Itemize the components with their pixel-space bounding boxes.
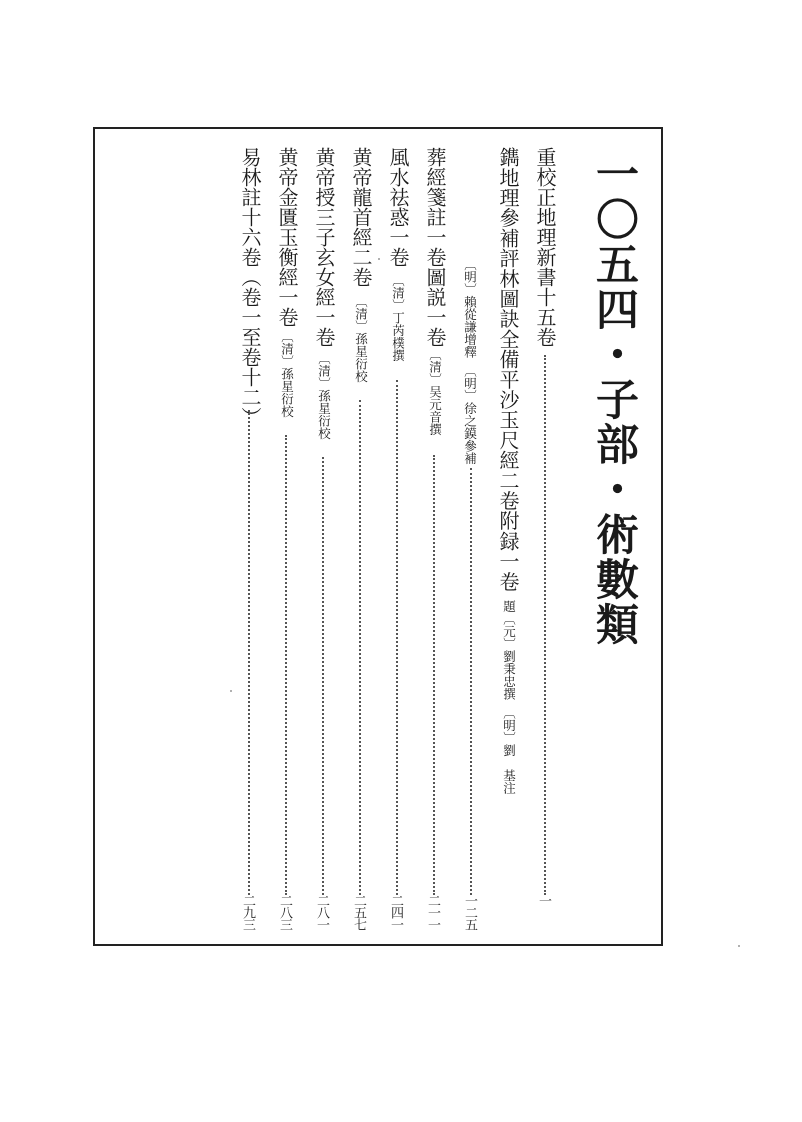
entry-title: 風水祛惑一卷 [386, 147, 410, 267]
page-number: 二四一 [388, 894, 403, 930]
page-frame [93, 127, 663, 946]
leader-dots [248, 410, 250, 895]
entry-annotation: 〔清〕孫星衍校 [353, 295, 369, 383]
entry-annotation: 〔清〕丁芮樸撰 [390, 274, 406, 362]
scan-speck [738, 945, 740, 947]
page-number: 二八三 [277, 894, 292, 930]
entry-title: 易林註十六卷（卷一至卷十二） [238, 147, 262, 427]
page-number: 二一一 [425, 894, 440, 930]
leader-dots [470, 468, 472, 895]
entry-title: 黄帝金匱玉衡經一卷 [275, 147, 299, 327]
page-number: 二八一 [314, 894, 329, 930]
section-title: 一〇五四・子部・術數類 [589, 152, 639, 647]
leader-dots [544, 355, 546, 895]
scan-speck [378, 258, 380, 260]
page-number: 二九三 [240, 894, 255, 930]
entry-title: 鐫地理參補評林圖訣全備平沙玉尺經二卷附録一卷 [496, 147, 520, 592]
scan-speck [230, 690, 232, 692]
entry-annotation: 〔清〕吴元音撰 [427, 348, 443, 436]
entry-annotation: 〔明〕賴從謙增釋 〔明〕徐之鏌參補 [462, 258, 478, 465]
entry-title: 黄帝授三子玄女經一卷 [312, 147, 336, 347]
entry-title: 葬經箋註一卷圖説一卷 [423, 147, 447, 347]
leader-dots [322, 457, 324, 895]
entry-annotation: 〔清〕孫星衍校 [279, 330, 295, 418]
page-number: 一 [536, 894, 551, 906]
entry-title: 重校正地理新書十五卷 [533, 147, 557, 347]
entry-annotation: 題〔元〕劉秉忠撰 〔明〕劉 基注 [501, 600, 517, 794]
leader-dots [396, 380, 398, 895]
leader-dots [359, 400, 361, 895]
entry-title: 黄帝龍首經二卷 [349, 147, 373, 287]
page-number: 一二五 [462, 894, 477, 930]
entry-annotation: 〔清〕孫星衍校 [316, 352, 332, 440]
leader-dots [285, 435, 287, 895]
page-number: 二五七 [351, 894, 366, 930]
leader-dots [433, 455, 435, 895]
